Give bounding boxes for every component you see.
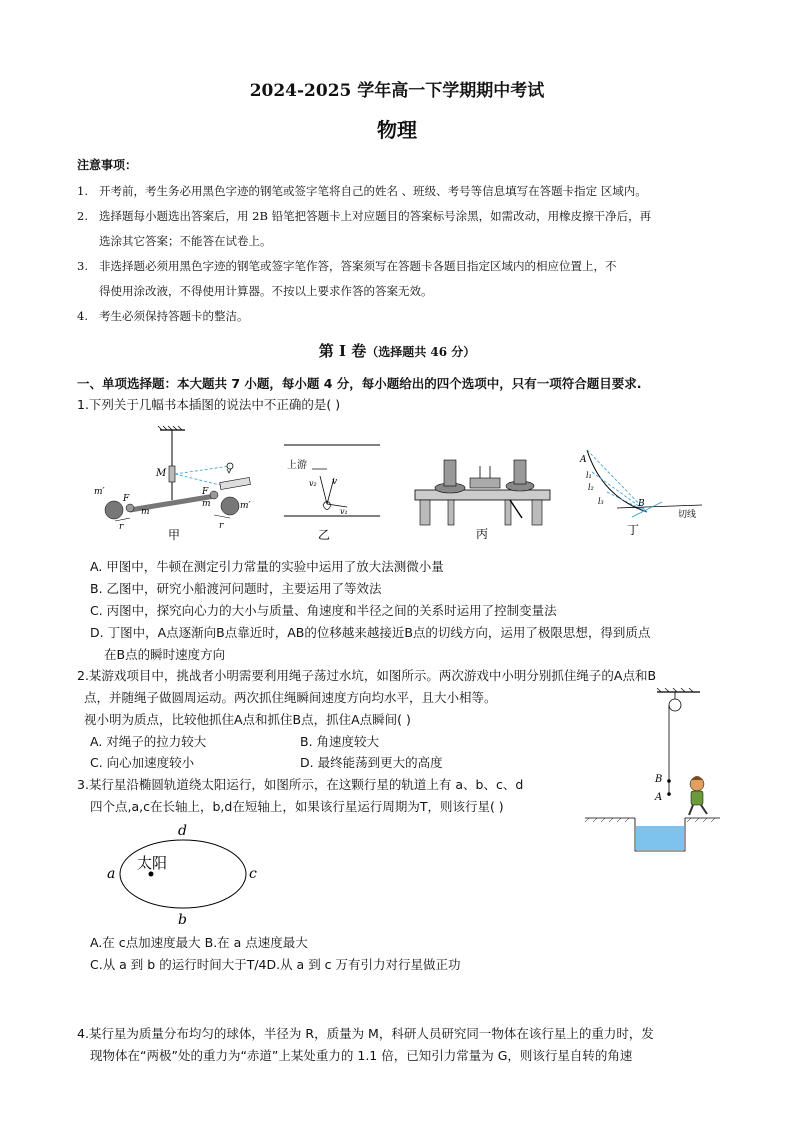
fig-label-B: B: [638, 499, 645, 509]
question-2-stem: 2.某游戏项目中，挑战者小明需要利用绳子荡过水坑，如图所示。两次游戏中小明分别抓住绳子的A点和B: [77, 668, 657, 683]
q1-option-b: B. 乙图中，研究小船渡河问题时，主要运用了等效法: [90, 581, 382, 596]
fig-label-A: A: [580, 455, 587, 465]
fig-label-m-prime: m′: [240, 501, 251, 511]
question-2-stem-cont: 点，并随绳子做圆周运动。两次抓住绳瞬间速度方向均水平，且大小相等。: [84, 690, 497, 705]
fig-label-F: F: [123, 494, 130, 504]
note-item-cont: 选涂其它答案；不能答在试卷上。: [99, 234, 272, 248]
fig-label-upstream: 上游: [287, 460, 307, 471]
fig-caption: 丙: [476, 527, 489, 541]
fig-caption: 甲: [168, 528, 181, 542]
fig-label-tangent: 切线: [678, 510, 697, 520]
question-4-stem: 4.某行星为质量分布均匀的球体，半径为 R，质量为 M，科研人员研究同一物体在该行星上的重力时，发: [77, 1026, 654, 1041]
subject-title: 物理: [377, 118, 417, 142]
fig-label-v1: v₁: [340, 507, 348, 516]
figure-bing: [410, 448, 555, 542]
fig-label-m-prime: m′: [94, 487, 105, 497]
fig-label-A: A: [655, 792, 663, 803]
fig-label-c: c: [249, 866, 257, 882]
figure-jia: [90, 422, 265, 542]
fig-label-b: b: [178, 912, 187, 928]
part-heading: 一、单项选择题：本大题共 7 小题，每小题 4 分，每小题给出的四个选项中，只有一项符合题目要求.: [77, 376, 642, 391]
fig-label-M: M: [156, 468, 167, 479]
fig-label-l2: l₂: [588, 483, 594, 492]
fig-label-l1: l₁: [586, 471, 592, 480]
q2-option-b: B. 角速度较大: [300, 734, 380, 749]
question-1-stem: 1.下列关于几幅书本插图的说法中不正确的是( ): [77, 397, 341, 412]
q2-option-a: A. 对绳子的拉力较大: [90, 734, 207, 749]
q1-option-d-cont: 在B点的瞬时速度方向: [104, 647, 226, 662]
fig-label-l3: l₃: [598, 497, 604, 506]
q1-option-d: D. 丁图中，A点逐渐向B点靠近时，AB的位移越来越接近B点的切线方向，运用了极限思想，得到质点: [90, 625, 651, 640]
note-item: 3. 非选择题必须用黑色字迹的钢笔或签字笔作答，答案须写在答题卡各题目指定区域内的相应位置上，不: [77, 259, 617, 273]
fig-label-a: a: [107, 866, 116, 882]
note-item: 2. 选择题每小题选出答案后，用 2B 铅笔把答题卡上对应题目的答案标号涂黑，如需改动，用橡皮擦干净后，再: [77, 209, 652, 223]
fig-label-v2: v₂: [309, 479, 317, 488]
q1-option-a: A. 甲图中，牛顿在测定引力常量的实验中运用了放大法测微小量: [90, 559, 444, 574]
figure-yi: [282, 440, 382, 542]
figure-ding: [572, 442, 712, 542]
question-4-stem-cont: 现物体在“两极”处的重力为“赤道”上某处重力的 1.1 倍，已知引力常量为 G，则该行星自转的角速: [90, 1048, 633, 1063]
question-2-stem-cont: 视小明为质点，比较他抓住A点和抓住B点，抓住A点瞬间( ): [84, 712, 411, 727]
note-item: 1. 开考前，考生务必用黑色字迹的钢笔或签字笔将自己的姓名 、班级、考号等信息填写在答题卡指定 区域内。: [77, 184, 647, 198]
fig-label-sun: 太阳: [137, 854, 168, 872]
section-title: 第 I 卷（选择题共 46 分）: [318, 342, 476, 360]
question-3-stem-cont: 四个点,a,c在长轴上，b,d在短轴上，如果该行星运行周期为T，则该行星( ): [90, 799, 504, 814]
fig-caption: 丁: [627, 523, 640, 537]
fig-label-B: B: [655, 774, 663, 785]
q1-option-c: C. 丙图中，探究向心力的大小与质量、角速度和半径之间的关系时运用了控制变量法: [90, 603, 557, 618]
fig-label-F: F: [202, 487, 209, 497]
fig-caption: 乙: [318, 528, 331, 542]
note-item-cont: 得使用涂改液，不得使用计算器。不按以上要求作答的答案无效。: [99, 284, 433, 298]
question-3-stem: 3.某行星沿椭圆轨道绕太阳运行，如图所示，在这颗行星的轨道上有 a、b、c、d: [77, 777, 524, 792]
fig-label-r: r: [219, 521, 224, 531]
q2-option-c: C. 向心加速度较小: [90, 755, 195, 770]
note-item: 4. 考生必须保持答题卡的整洁。: [77, 309, 249, 323]
fig-label-r: r: [119, 522, 124, 532]
fig-label-d: d: [178, 823, 187, 839]
figure-q2-rope: [585, 688, 720, 853]
fig-label-v: v: [332, 477, 338, 487]
fig-label-m: m: [202, 499, 211, 509]
exam-title: 2024-2025 学年高一下学期期中考试: [249, 81, 545, 101]
q3-option-ab: A.在 c点加速度最大 B.在 a 点速度最大: [90, 935, 308, 950]
q3-option-cd: C.从 a 到 b 的运行时间大于T/4D.从 a 到 c 万有引力对行星做正功: [90, 957, 461, 972]
fig-label-m: m: [141, 507, 150, 517]
q2-option-d: D. 最终能荡到更大的高度: [300, 755, 443, 770]
figure-q3-ellipse: [105, 820, 265, 928]
notes-heading: 注意事项：: [77, 158, 138, 172]
